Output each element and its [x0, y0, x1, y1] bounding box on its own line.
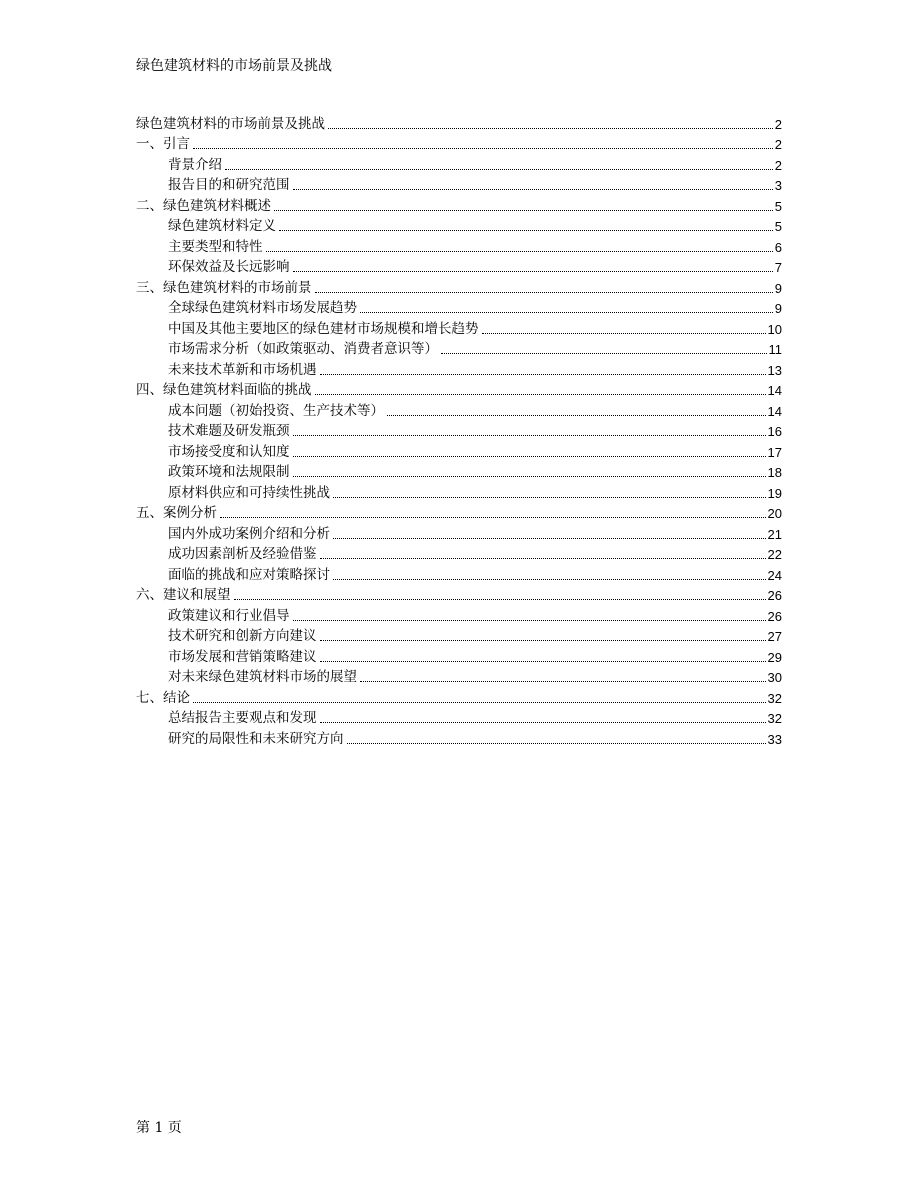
toc-entry-page-number: 18 — [767, 465, 782, 480]
toc-entry-page-number: 13 — [767, 362, 782, 378]
toc-entry[interactable] — [136, 625, 782, 646]
toc-entry[interactable] — [136, 174, 782, 195]
toc-entry[interactable] — [136, 235, 782, 256]
toc-entry[interactable] — [136, 543, 782, 564]
toc-entry-title: 背景介绍 — [168, 156, 222, 173]
page-header-title: 绿色建筑材料的市场前景及挑战 — [136, 58, 332, 74]
toc-entry-title: 市场需求分析（如政策驱动、消费者意识等） — [168, 341, 438, 357]
toc-entry[interactable] — [136, 256, 782, 277]
toc-entry[interactable] — [136, 502, 782, 523]
toc-entry[interactable] — [136, 338, 782, 359]
toc-entry-title: 绿色建筑材料定义 — [168, 218, 276, 234]
toc-entry-title: 二、绿色建筑材料概述 — [136, 197, 271, 214]
toc-dot-leader — [360, 312, 773, 313]
toc-entry[interactable] — [136, 727, 782, 748]
toc-entry-title: 市场发展和营销策略建议 — [168, 648, 317, 665]
toc-entry[interactable] — [136, 297, 782, 318]
toc-dot-leader — [293, 456, 766, 457]
toc-dot-leader — [360, 681, 766, 682]
toc-entry-title: 研究的局限性和未来研究方向 — [168, 730, 344, 747]
toc-entry-title: 政策建议和行业倡导 — [168, 607, 290, 624]
toc-entry-title: 一、引言 — [136, 136, 190, 152]
toc-entry-page-number: 5 — [774, 219, 782, 234]
toc-entry[interactable] — [136, 686, 782, 707]
table-of-contents — [136, 112, 782, 748]
toc-entry-page-number: 6 — [774, 239, 782, 255]
toc-entry-page-number: 26 — [767, 608, 782, 624]
toc-entry-title: 未来技术革新和市场机遇 — [168, 361, 317, 378]
toc-entry[interactable] — [136, 133, 782, 154]
toc-entry-title: 成功因素剖析及经验借鉴 — [168, 546, 317, 562]
toc-dot-leader — [293, 435, 766, 436]
toc-entry-page-number: 26 — [767, 588, 782, 603]
toc-entry-title: 原材料供应和可持续性挑战 — [168, 484, 330, 501]
toc-entry-title: 成本问题（初始投资、生产技术等） — [168, 402, 384, 419]
toc-entry[interactable] — [136, 276, 782, 297]
toc-entry-page-number: 19 — [767, 485, 782, 501]
toc-entry[interactable] — [136, 153, 782, 174]
toc-dot-leader — [387, 415, 766, 416]
toc-entry-title: 绿色建筑材料的市场前景及挑战 — [136, 115, 325, 132]
toc-dot-leader — [225, 169, 773, 170]
toc-entry-page-number: 14 — [767, 403, 782, 419]
toc-dot-leader — [333, 497, 766, 498]
toc-entry-title: 面临的挑战和应对策略探讨 — [168, 566, 330, 583]
toc-entry-page-number: 24 — [767, 567, 782, 583]
toc-entry-title: 技术难题及研发瓶颈 — [168, 423, 290, 439]
toc-entry-title: 中国及其他主要地区的绿色建材市场规模和增长趋势 — [168, 320, 479, 337]
toc-entry-page-number: 22 — [767, 547, 782, 562]
toc-dot-leader — [320, 374, 766, 375]
toc-dot-leader — [328, 128, 773, 129]
toc-dot-leader — [333, 538, 766, 539]
toc-dot-leader — [315, 394, 766, 395]
toc-entry-title: 主要类型和特性 — [168, 238, 263, 255]
toc-dot-leader — [320, 640, 766, 641]
toc-entry-page-number: 20 — [767, 506, 782, 521]
page-number-footer: 第 1 页 — [136, 1120, 182, 1136]
toc-dot-leader — [320, 558, 766, 559]
toc-entry-page-number: 7 — [774, 260, 782, 275]
toc-entry[interactable] — [136, 481, 782, 502]
toc-entry-title: 报告目的和研究范围 — [168, 177, 290, 193]
toc-entry-page-number: 14 — [767, 383, 782, 398]
toc-entry[interactable] — [136, 358, 782, 379]
toc-dot-leader — [193, 702, 766, 703]
toc-dot-leader — [234, 599, 766, 600]
toc-dot-leader — [320, 661, 766, 662]
toc-entry-title: 全球绿色建筑材料市场发展趋势 — [168, 300, 357, 316]
toc-entry-page-number: 5 — [774, 198, 782, 214]
toc-entry-page-number: 2 — [774, 157, 782, 173]
toc-entry-title: 对未来绿色建筑材料市场的展望 — [168, 669, 357, 685]
toc-dot-leader — [441, 353, 767, 354]
toc-entry[interactable] — [136, 399, 782, 420]
toc-dot-leader — [333, 579, 766, 580]
toc-entry[interactable] — [136, 420, 782, 441]
toc-dot-leader — [274, 210, 773, 211]
toc-dot-leader — [220, 517, 766, 518]
toc-dot-leader — [293, 620, 766, 621]
toc-entry-title: 四、绿色建筑材料面临的挑战 — [136, 382, 312, 398]
toc-entry[interactable] — [136, 461, 782, 482]
toc-entry-page-number: 10 — [767, 321, 782, 337]
toc-entry[interactable] — [136, 584, 782, 605]
toc-entry-page-number: 3 — [774, 178, 782, 193]
toc-entry-title: 七、结论 — [136, 689, 190, 706]
toc-entry[interactable] — [136, 112, 782, 133]
toc-entry-page-number: 33 — [767, 731, 782, 747]
toc-entry-title: 总结报告主要观点和发现 — [168, 710, 317, 726]
toc-entry-page-number: 11 — [768, 342, 782, 357]
toc-entry-title: 三、绿色建筑材料的市场前景 — [136, 279, 312, 296]
toc-dot-leader — [320, 722, 766, 723]
toc-dot-leader — [293, 189, 773, 190]
toc-dot-leader — [347, 743, 766, 744]
toc-entry[interactable] — [136, 707, 782, 728]
toc-entry[interactable] — [136, 215, 782, 236]
toc-entry[interactable] — [136, 522, 782, 543]
toc-dot-leader — [279, 230, 773, 231]
toc-entry-page-number: 29 — [767, 649, 782, 665]
toc-entry[interactable] — [136, 194, 782, 215]
toc-entry[interactable] — [136, 604, 782, 625]
toc-entry-page-number: 27 — [767, 629, 782, 644]
toc-entry-page-number: 9 — [774, 301, 782, 316]
toc-entry-title: 六、建议和展望 — [136, 587, 231, 603]
toc-entry-page-number: 16 — [767, 424, 782, 439]
toc-entry[interactable] — [136, 379, 782, 400]
toc-dot-leader — [193, 148, 773, 149]
toc-dot-leader — [315, 292, 773, 293]
toc-entry-title: 技术研究和创新方向建议 — [168, 628, 317, 644]
toc-dot-leader — [266, 251, 773, 252]
toc-dot-leader — [293, 271, 773, 272]
toc-entry-page-number: 17 — [767, 444, 782, 460]
toc-entry-page-number: 2 — [774, 137, 782, 152]
toc-entry-title: 国内外成功案例介绍和分析 — [168, 525, 330, 542]
toc-entry-title: 市场接受度和认知度 — [168, 443, 290, 460]
toc-entry-title: 五、案例分析 — [136, 505, 217, 521]
toc-entry-page-number: 21 — [767, 526, 782, 542]
toc-entry-title: 政策环境和法规限制 — [168, 464, 290, 480]
toc-dot-leader — [293, 476, 766, 477]
toc-entry-title: 环保效益及长远影响 — [168, 259, 290, 275]
toc-entry[interactable] — [136, 317, 782, 338]
toc-entry[interactable] — [136, 563, 782, 584]
toc-entry[interactable] — [136, 440, 782, 461]
toc-entry-page-number: 2 — [774, 116, 782, 132]
toc-entry[interactable] — [136, 645, 782, 666]
toc-entry-page-number: 30 — [767, 670, 782, 685]
toc-entry-page-number: 32 — [767, 690, 782, 706]
toc-entry[interactable] — [136, 666, 782, 687]
toc-dot-leader — [482, 333, 766, 334]
toc-entry-page-number: 32 — [767, 711, 782, 726]
toc-entry-page-number: 9 — [774, 280, 782, 296]
